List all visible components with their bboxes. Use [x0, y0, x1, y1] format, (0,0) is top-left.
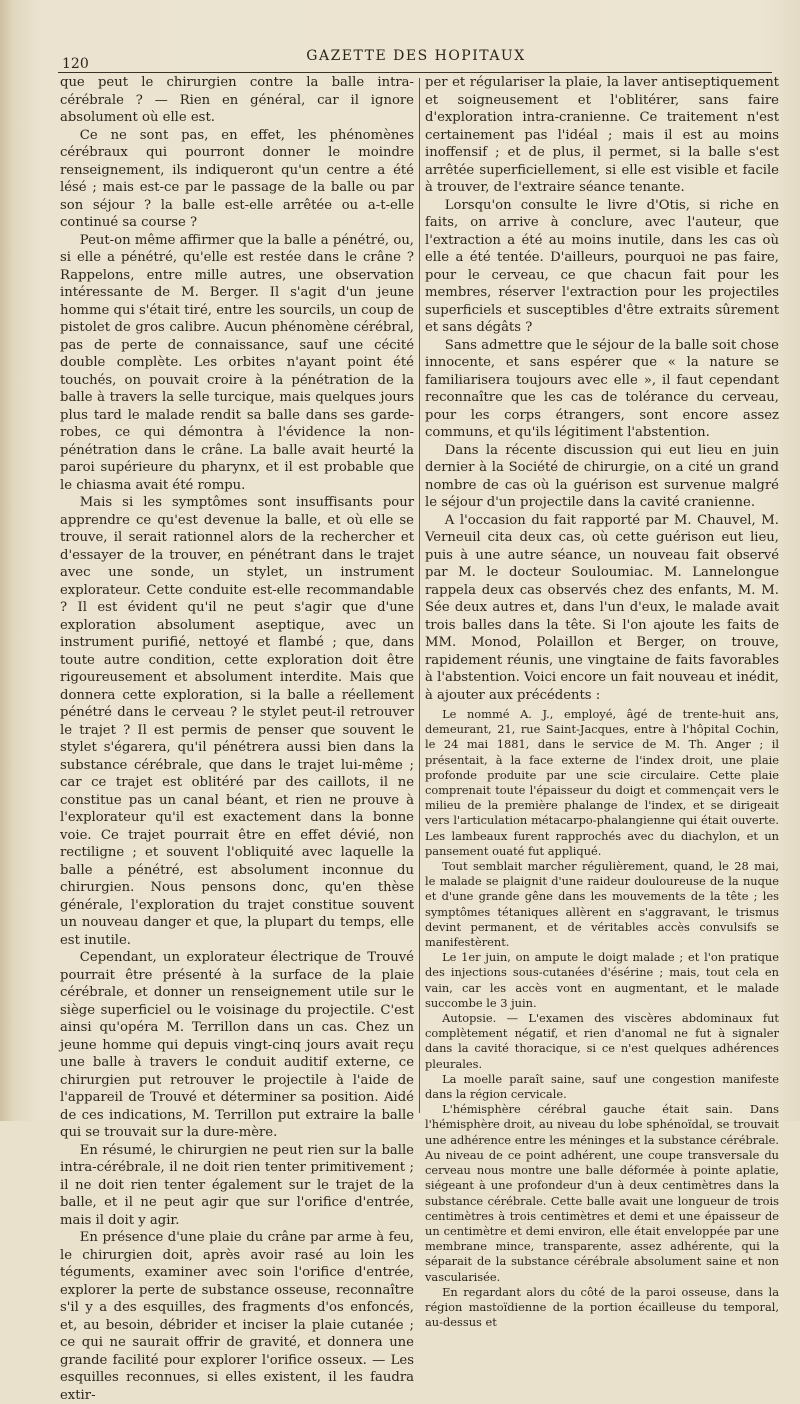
paragraph: Peut-on même affirmer que la balle a pénétré, ou, si elle a pénétré, qu'elle est restée dans le crâne ? Rappelons, entre mille autres, une observation intéressante de M. Berger. Il s'agit d'un jeune homme qui s'était tiré, entre les sourcils, un coup de pistolet de gros calibre. Aucun phénomène cérébral, pas de perte de connaissance, sauf une cécité double complète. Les orbites n'ayant point été touchés, on pouvait croire à la pénétration de la balle à travers la selle turcique, mais quelques jours plus tard le malade rendit sa balle dans ses garde-robes, ce qui démontra à l'évidence la non-pénétration dans le crâne. La balle avait heurté la paroi supérieure du pharynx, et il est probable que le chiasma avait été rompu.: [60, 232, 414, 493]
right-column: [425, 74, 779, 1330]
case-paragraph: La moelle paraît saine, sauf une congestion manifeste dans la région cervicale.: [425, 1071, 779, 1102]
case-paragraph: Le 1er juin, on ampute le doigt malade ; et l'on pratique des injections sous-cutanées d'ésérine ; mais, tout cela en vain, car les accès vont en augmentant, et le malade succombe le 3 juin.: [425, 950, 779, 1010]
paragraph: Dans la récente discussion qui eut lieu en juin dernier à la Société de chirurgie, on a cité un grand nombre de cas où la guérison est survenue malgré le séjour d'un projectile dans la cavité cranienne.: [425, 442, 779, 510]
page-number: 120: [62, 56, 89, 72]
paragraph: En présence d'une plaie du crâne par arme à feu, le chirurgien doit, après avoir rasé au loin les téguments, examiner avec soin l'orifice d'entrée, explorer la perte de substance osseuse, reconnaître s'il y a des esquilles, des fragments d'os enfoncés, et, au besoin, débrider et inciser la plaie cutanée ; ce qui ne saurait offrir de gravité, et donnera une grande facilité pour explorer l'orifice osseux. — Les esquilles reconnues, si elles existent, il les faudra extir-: [60, 1230, 414, 1403]
case-paragraph: Le nommé A. J., employé, âgé de trente-huit ans, demeurant, 21, rue Saint-Jacques, entre à l'hôpital Cochin, le 24 mai 1881, dans le service de M. Th. Anger ; il présentait, à la face externe de l'index droit, une plaie profonde produite par une scie circulaire. Cette plaie comprenait toute l'épaisseur du doigt et commençait vers le milieu de la première phalange de l'index, et se dirigeait vers l'articulation métacarpo-phalangienne qui était ouverte. Les lambeaux furent rapprochés avec du diachylon, et un pansement ouaté fut appliqué.: [425, 707, 779, 858]
paragraph: que peut le chirurgien contre la balle intra-cérébrale ? — Rien en général, car il ignore absolument où elle est.: [60, 75, 414, 125]
case-paragraph: L'hémisphère cérébral gauche était sain. Dans l'hémisphère droit, au niveau du lobe sphénoïdal, se trouvait une adhérence entre les méninges et la substance cérébrale. Au niveau de ce point adhérent, une coupe transversale du cerveau nous montre une balle déformée à pointe aplatie, siégeant à une profondeur d'un à deux centimètres dans la substance cérébrale. Cette balle avait une longueur de trois centimètres à trois centimètres et demi et une épaisseur de un centimètre et demi environ, elle était enveloppée par une membrane mince, transparente, assez adhérente, qui la séparait de la substance cérébrale absolument saine et non vascularisée.: [425, 1102, 779, 1284]
paragraph: A l'occasion du fait rapporté par M. Chauvel, M. Verneuil cita deux cas, où cette guérison eut lieu, puis à une autre séance, un nouveau fait observé par M. le docteur Souloumiac. M. Lannelongue rappela deux cas observés chez des enfants, M. M. Sée deux autres et, dans l'un d'eux, le malade avait trois balles dans la tête. Si l'on ajoute les faits de MM. Monod, Polaillon et Berger, on trouve, rapidement réunis, une vingtaine de faits favorables à l'abstention. Voici encore un fait nouveau et inédit, à ajouter aux précédents :: [425, 512, 779, 703]
paragraph: Sans admettre que le séjour de la balle soit chose innocente, et sans espérer que « la nature se familiarisera toujours avec elle », il faut cependant reconnaître que les cas de tolérance du cerveau, pour les corps étrangers, sont encore assez communs, et qu'ils légitiment l'abstention.: [425, 337, 779, 440]
case-paragraph: Tout semblait marcher régulièrement, quand, le 28 mai, le malade se plaignit d'une raideur douloureuse de la nuque et d'une grande gêne dans les mouvements de la tête ; les symptômes tétaniques allèrent en s'aggravant, le trismus devint permanent, et de véritables accès convulsifs se manifestèrent.: [425, 859, 779, 950]
case-report: [425, 707, 779, 1330]
running-title: GAZETTE DES HOPITAUX: [306, 48, 526, 64]
paragraph: Lorsqu'on consulte le livre d'Otis, si riche en faits, on arrive à conclure, avec l'auteur, que l'extraction a été au moins inutile, dans les cas où elle a été tentée. D'ailleurs, pourquoi ne pas faire, pour le cerveau, ce que chacun fait pour les membres, réserver l'extraction pour les projectiles superficiels et susceptibles d'être extraits sûrement et sans dégâts ?: [425, 197, 779, 335]
paragraph: En résumé, le chirurgien ne peut rien sur la balle intra-cérébrale, il ne doit rien tenter primitivement ; il ne doit rien tenter également sur le trajet de la balle, et il ne peut agir que sur l'orifice d'entrée, mais il doit y agir.: [60, 1142, 414, 1228]
header-rule: [58, 72, 772, 73]
case-paragraph: En regardant alors du côté de la paroi osseuse, dans la région mastoïdienne de la portion écailleuse du temporal, au-dessus et: [425, 1284, 779, 1330]
case-paragraph: Autopsie. — L'examen des viscères abdominaux fut complètement négatif, et rien d'anomal ne fut à signaler dans la cavité thoracique, si ce n'est quelques adhérences pleurales.: [425, 1011, 779, 1071]
page-header: [62, 46, 770, 72]
paragraph: Mais si les symptômes sont insuffisants pour apprendre ce qu'est devenue la balle, et où elle se trouve, il serait rationnel alors de la rechercher et d'essayer de la trouver, en pénétrant dans le trajet avec une sonde, un stylet, un instrument explorateur. Cette conduite est-elle recommandable ? Il est évident qu'il ne peut s'agir que d'une exploration absolument aseptique, avec un instrument purifié, nettoyé et flambé ; que, dans toute autre condition, cette exploration doit être rigoureusement et absolument interdite. Mais que donnera cette exploration, si la balle a réellement pénétré dans le cerveau ? le stylet peut-il retrouver le trajet ? Il est permis de penser que souvent le stylet s'égarera, qu'il pénétrera aussi bien dans la substance cérébrale, que dans le trajet lui-même ; car ce trajet est oblitéré par des caillots, il ne constitue pas un canal béant, et rien ne prouve à l'explorateur qu'il est exactement dans la bonne voie. Ce trajet pourrait être en effet dévié, non rectiligne ; et souvent l'obliquité avec laquelle la balle a pénétré, est absolument inconnue du chirurgien. Nous pensons donc, qu'en thèse générale, l'exploration du trajet constitue souvent un nouveau danger et que, la plupart du temps, elle est inutile.: [60, 495, 414, 948]
paragraph: per et régulariser la plaie, la laver antiseptiquement et soigneusement et l'oblitérer, sans faire d'exploration intra-cranienne. Ce traitement n'est certainement pas l'idéal ; mais il est au moins inoffensif ; et de plus, il permet, si la balle s'est arrêtée superficiellement, si elle est visible et facile à trouver, de l'extraire séance tenante.: [425, 75, 779, 195]
column-divider: [419, 78, 420, 1113]
left-column: [60, 74, 414, 1403]
paragraph: Ce ne sont pas, en effet, les phénomènes cérébraux qui pourront donner le moindre renseignement, ils indiqueront qu'un centre a été lésé ; mais est-ce par le passage de la balle ou par son séjour ? la balle est-elle arrêtée ou a-t-elle continué sa course ?: [60, 127, 414, 230]
paragraph: Cependant, un explorateur électrique de Trouvé pourrait être présenté à la surface de la plaie cérébrale, et donner un renseignement utile sur le siège superficiel ou le voisinage du projectile. C'est ainsi qu'opéra M. Terrillon dans un cas. Chez un jeune homme qui depuis vingt-cinq jours avait reçu une balle à travers le conduit auditif externe, ce chirurgien put retrouver le projectile à l'aide de l'appareil de Trouvé et déterminer sa position. Aidé de ces indications, M. Terrillon put extraire la balle qui se trouvait sur la dure-mère.: [60, 950, 414, 1140]
